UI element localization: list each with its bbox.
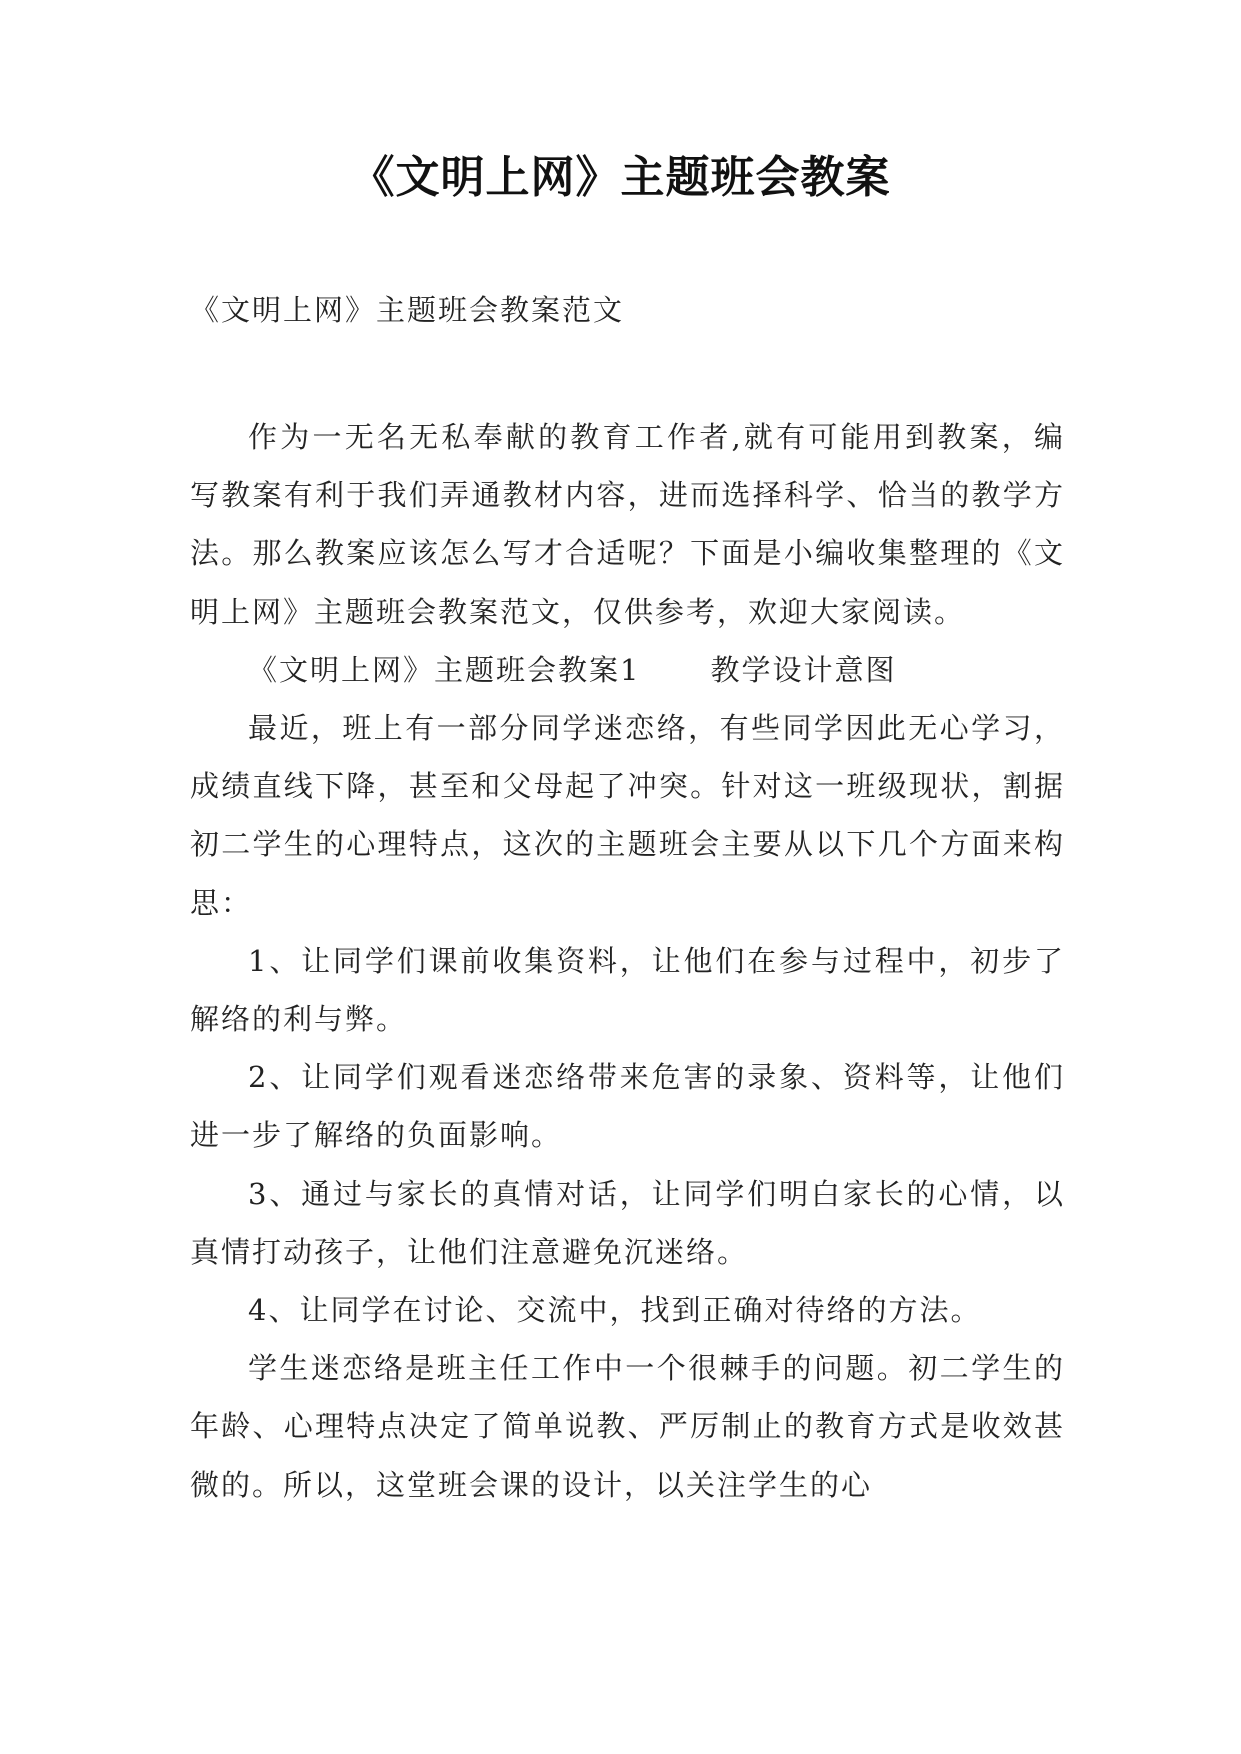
intro-paragraph: 作为一无名无私奉献的教育工作者,就有可能用到教案，编写教案有利于我们弄通教材内容，进而选择科学、恰当的教学方法。那么教案应该怎么写才合适呢？下面是小编收集整理的《文明上网》主题班会教案范文，仅供参考，欢迎大家阅读。 — [190, 420, 1065, 629]
list-item-4: 4、让同学在讨论、交流中，找到正确对待络的方法。 — [248, 1293, 982, 1328]
document-body — [190, 408, 1065, 1514]
body-paragraph: 学生迷恋络是班主任工作中一个很棘手的问题。初二学生的年龄、心理特点决定了简单说教、严厉制止的教育方式是收效甚微的。所以，这堂班会课的设计，以关注学生的心 — [190, 1351, 1065, 1502]
page-title: 《文明上网》主题班会教案 — [350, 152, 891, 203]
section-heading: 教学设计意图 — [710, 652, 897, 687]
list-item-3: 3、通过与家长的真情对话，让同学们明白家长的心情，以真情打动孩子，让他们注意避免沉迷络。 — [190, 1176, 1065, 1269]
section-heading-line — [190, 641, 1065, 699]
list-item-1: 1、让同学们课前收集资料，让他们在参与过程中，初步了解络的利与弊。 — [190, 943, 1065, 1037]
list-item-2: 2、让同学们观看迷恋络带来危害的录象、资料等，让他们进一步了解络的负面影响。 — [190, 1060, 1065, 1153]
body-paragraph: 最近，班上有一部分同学迷恋络，有些同学因此无心学习，成绩直线下降，甚至和父母起了冲突。针对这一班级现状，割据初二学生的心理特点，这次的主题班会主要从以下几个方面来构思： — [190, 711, 1065, 920]
section-title: 《文明上网》主题班会教案1 — [248, 652, 641, 687]
document-subtitle: 《文明上网》主题班会教案范文 — [190, 293, 625, 327]
